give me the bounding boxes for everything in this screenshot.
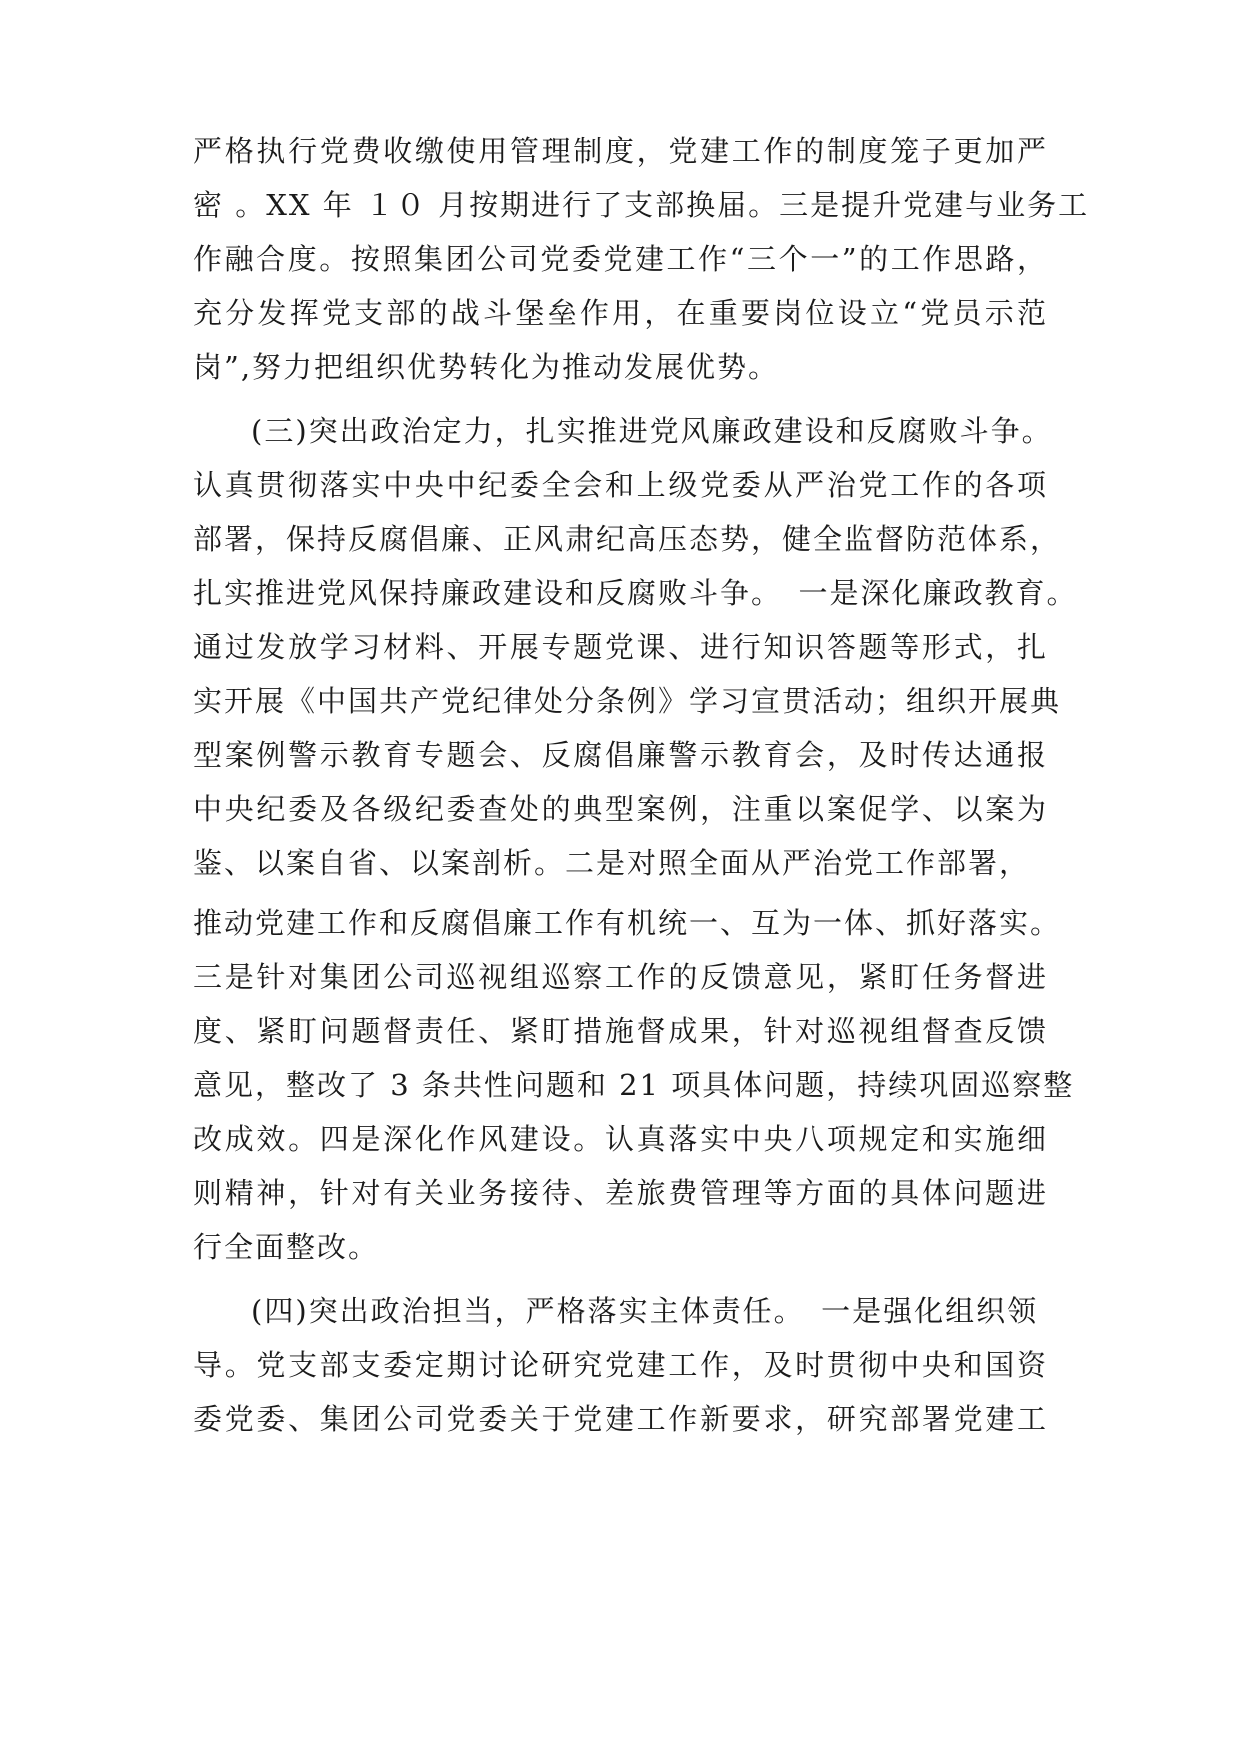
text-line: 导。党支部支委定期讨论研究党建工作，及时贯彻中央和国资 — [193, 1348, 1048, 1382]
text-line: 实开展《中国共产党纪律处分条例》学习宣贯活动；组织开展典 — [193, 684, 1062, 718]
text-line: 扎实推进党风保持廉政建设和反腐败斗争。 一是深化廉政教育。 — [193, 576, 1078, 610]
text-line: 通过发放学习材料、开展专题党课、进行知识答题等形式，扎 — [193, 630, 1048, 664]
text-line: 推动党建工作和反腐倡廉工作有机统一、互为一体、抓好落实。 — [193, 906, 1062, 940]
text-line: 充分发挥党支部的战斗堡垒作用，在重要岗位设立“党员示范 — [193, 296, 1048, 330]
text-line: 委党委、集团公司党委关于党建工作新要求，研究部署党建工 — [193, 1402, 1048, 1436]
text-line: 型案例警示教育专题会、反腐倡廉警示教育会，及时传达通报 — [193, 738, 1048, 772]
text-line: 度、紧盯问题督责任、紧盯措施督成果，针对巡视组督查反馈 — [193, 1014, 1048, 1048]
paragraph-3 — [193, 1284, 1048, 1446]
text-line: 部署，保持反腐倡廉、正风肃纪高压态势，健全监督防范体系， — [193, 522, 1062, 556]
paragraph-heading-line: (四)突出政治担当，严格落实主体责任。 一是强化组织领 — [251, 1294, 1039, 1328]
text-line: 岗”,努力把组织优势转化为推动发展优势。 — [193, 350, 780, 384]
text-line: 改成效。四是深化作风建设。认真落实中央八项规定和实施细 — [193, 1122, 1048, 1156]
text-line: 三是针对集团公司巡视组巡察工作的反馈意见，紧盯任务督进 — [193, 960, 1048, 994]
text-line: 鉴、以案自省、以案剖析。二是对照全面从严治党工作部署， — [193, 846, 1031, 880]
text-line: 作融合度。按照集团公司党委党建工作“三个一”的工作思路， — [193, 242, 1048, 276]
text-line: 严格执行党费收缴使用管理制度，党建工作的制度笼子更加严 — [193, 134, 1048, 168]
paragraph-heading-line: (三)突出政治定力，扎实推进党风廉政建设和反腐败斗争。 — [251, 414, 1053, 448]
text-line: 行全面整改。 — [193, 1230, 380, 1264]
text-line: 则精神，针对有关业务接待、差旅费管理等方面的具体问题进 — [193, 1176, 1048, 1210]
text-line: 中央纪委及各级纪委查处的典型案例，注重以案促学、以案为 — [193, 792, 1048, 826]
text-line: 密 。XX 年 １０ 月按期进行了支部换届。三是提升党建与业务工 — [193, 188, 1090, 222]
paragraph-1 — [193, 124, 1090, 394]
text-line: 意见，整改了 3 条共性问题和 21 项具体问题，持续巩固巡察整 — [193, 1068, 1075, 1102]
text-line: 认真贯彻落实中央中纪委全会和上级党委从严治党工作的各项 — [193, 468, 1048, 502]
paragraph-2 — [193, 404, 1078, 1274]
document-body — [193, 124, 1090, 1446]
